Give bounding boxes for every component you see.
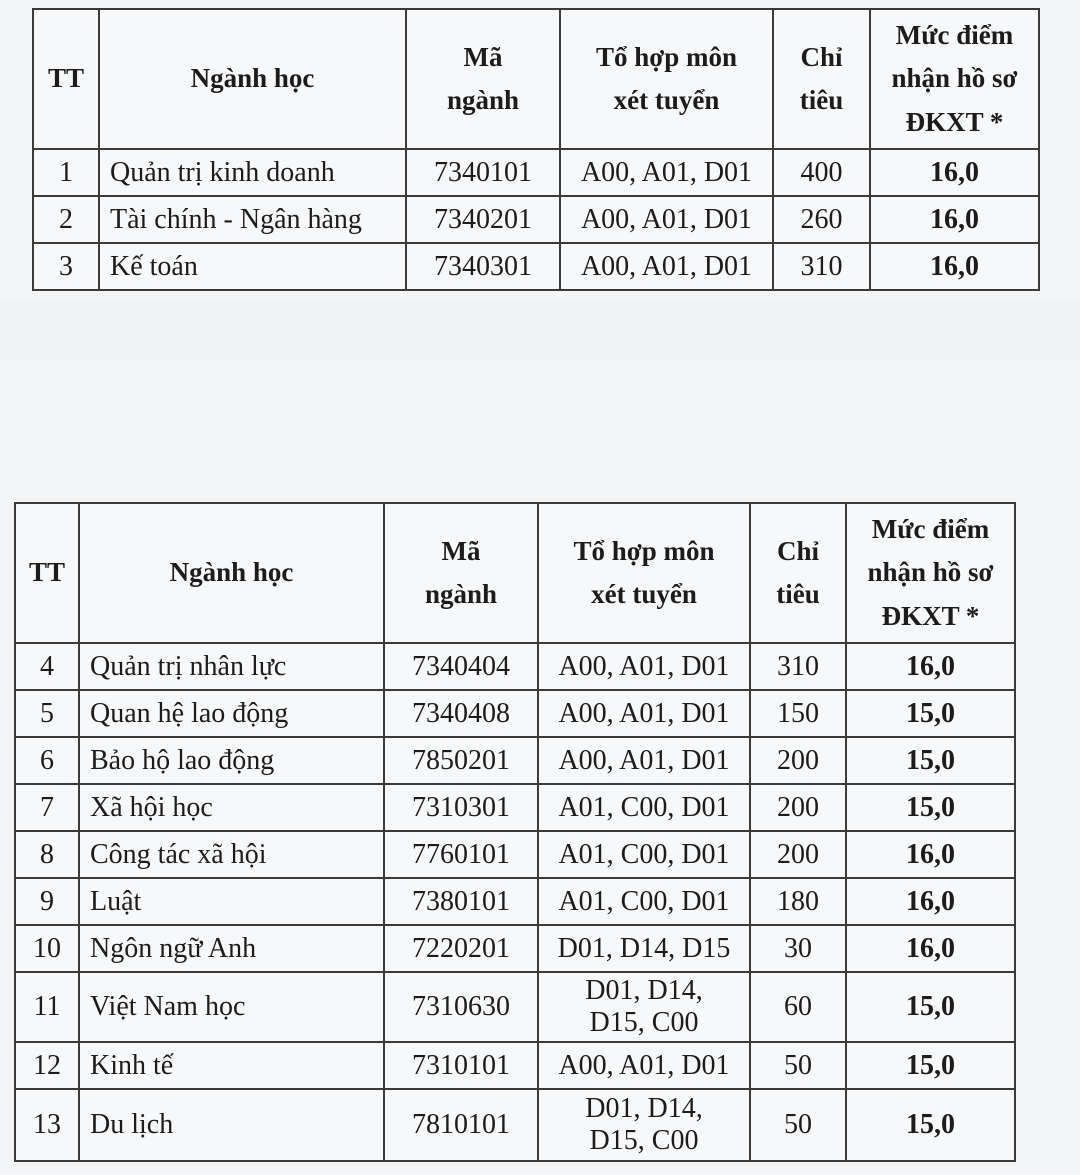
cell-nganh: Tài chính - Ngân hàng (99, 196, 406, 243)
cell-nganh: Quản trị nhân lực (79, 643, 384, 690)
cell-ma: 7310101 (384, 1042, 538, 1089)
cell-tohop: A01, C00, D01 (538, 831, 750, 878)
cell-tohop: D01, D14, D15, C00 (538, 1089, 750, 1161)
cell-chitieu: 260 (773, 196, 870, 243)
cell-ma: 7810101 (384, 1089, 538, 1161)
cell-ma: 7340404 (384, 643, 538, 690)
cell-chitieu: 200 (750, 784, 846, 831)
cell-chitieu: 60 (750, 972, 846, 1042)
cell-nganh: Quan hệ lao động (79, 690, 384, 737)
cell-nganh: Bảo hộ lao động (79, 737, 384, 784)
table-row (15, 972, 1015, 1042)
cell-diem: 16,0 (870, 243, 1039, 290)
header-tt: TT (33, 9, 99, 149)
table-row (15, 737, 1015, 784)
cell-diem: 16,0 (846, 831, 1015, 878)
cell-tt: 7 (15, 784, 79, 831)
cell-diem: 15,0 (846, 1089, 1015, 1161)
cell-chitieu: 200 (750, 737, 846, 784)
cell-ma: 7340201 (406, 196, 560, 243)
cell-ma: 7310630 (384, 972, 538, 1042)
cell-chitieu: 30 (750, 925, 846, 972)
cell-chitieu: 200 (750, 831, 846, 878)
cell-diem: 16,0 (870, 196, 1039, 243)
cell-chitieu: 310 (773, 243, 870, 290)
header-ma-nganh: Mã ngành (406, 9, 560, 149)
cell-diem: 15,0 (846, 690, 1015, 737)
cell-ma: 7340408 (384, 690, 538, 737)
header-ma-nganh: Mã ngành (384, 503, 538, 643)
cell-tt: 9 (15, 878, 79, 925)
header-tt: TT (15, 503, 79, 643)
cell-tohop: A01, C00, D01 (538, 878, 750, 925)
cell-nganh: Quản trị kinh doanh (99, 149, 406, 196)
cell-diem: 16,0 (846, 878, 1015, 925)
table-row (33, 196, 1039, 243)
cell-tt: 8 (15, 831, 79, 878)
cell-tohop: A00, A01, D01 (560, 243, 773, 290)
table-header-row (15, 503, 1015, 643)
cell-ma: 7850201 (384, 737, 538, 784)
cell-tt: 5 (15, 690, 79, 737)
cell-tohop: A00, A01, D01 (538, 690, 750, 737)
cell-nganh: Ngôn ngữ Anh (79, 925, 384, 972)
table-row (15, 784, 1015, 831)
cell-ma: 7340301 (406, 243, 560, 290)
cell-diem: 15,0 (846, 1042, 1015, 1089)
cell-tohop: D01, D14, D15, C00 (538, 972, 750, 1042)
cell-tohop: A00, A01, D01 (538, 737, 750, 784)
cell-diem: 16,0 (846, 925, 1015, 972)
header-nganh-hoc: Ngành học (79, 503, 384, 643)
cell-diem: 15,0 (846, 784, 1015, 831)
cell-diem: 16,0 (870, 149, 1039, 196)
cell-chitieu: 310 (750, 643, 846, 690)
cell-tt: 4 (15, 643, 79, 690)
header-to-hop-mon: Tổ hợp môn xét tuyển (538, 503, 750, 643)
table-row (15, 1089, 1015, 1161)
cell-diem: 15,0 (846, 737, 1015, 784)
cell-nganh: Xã hội học (79, 784, 384, 831)
header-chi-tieu: Chỉ tiêu (773, 9, 870, 149)
cell-chitieu: 50 (750, 1089, 846, 1161)
cell-diem: 16,0 (846, 643, 1015, 690)
cell-tt: 3 (33, 243, 99, 290)
cell-nganh: Luật (79, 878, 384, 925)
cell-ma: 7380101 (384, 878, 538, 925)
cell-ma: 7340101 (406, 149, 560, 196)
cell-nganh: Kinh tế (79, 1042, 384, 1089)
cell-nganh: Công tác xã hội (79, 831, 384, 878)
table-row (15, 878, 1015, 925)
cell-nganh: Du lịch (79, 1089, 384, 1161)
cell-tt: 11 (15, 972, 79, 1042)
cell-tt: 2 (33, 196, 99, 243)
cell-tt: 10 (15, 925, 79, 972)
cell-chitieu: 180 (750, 878, 846, 925)
cell-tohop: A00, A01, D01 (538, 1042, 750, 1089)
cell-tt: 1 (33, 149, 99, 196)
header-muc-diem: Mức điểm nhận hồ sơ ĐKXT * (846, 503, 1015, 643)
cell-chitieu: 150 (750, 690, 846, 737)
admission-table-1 (32, 8, 1040, 291)
header-chi-tieu: Chỉ tiêu (750, 503, 846, 643)
cell-tt: 12 (15, 1042, 79, 1089)
cell-chitieu: 50 (750, 1042, 846, 1089)
header-nganh-hoc: Ngành học (99, 9, 406, 149)
admission-table-2 (14, 502, 1016, 1162)
table-row (15, 925, 1015, 972)
cell-tohop: D01, D14, D15 (538, 925, 750, 972)
cell-diem: 15,0 (846, 972, 1015, 1042)
header-muc-diem: Mức điểm nhận hồ sơ ĐKXT * (870, 9, 1039, 149)
table-header-row (33, 9, 1039, 149)
table-row (15, 690, 1015, 737)
cell-tohop: A00, A01, D01 (560, 196, 773, 243)
cell-nganh: Kế toán (99, 243, 406, 290)
scan-band (0, 300, 1080, 360)
table-row (15, 643, 1015, 690)
table-row (33, 243, 1039, 290)
cell-chitieu: 400 (773, 149, 870, 196)
cell-tt: 6 (15, 737, 79, 784)
cell-tohop: A00, A01, D01 (538, 643, 750, 690)
table-row (15, 1042, 1015, 1089)
cell-ma: 7760101 (384, 831, 538, 878)
cell-tohop: A00, A01, D01 (560, 149, 773, 196)
table-row (15, 831, 1015, 878)
cell-tohop: A01, C00, D01 (538, 784, 750, 831)
cell-tt: 13 (15, 1089, 79, 1161)
header-to-hop-mon: Tổ hợp môn xét tuyển (560, 9, 773, 149)
table-row (33, 149, 1039, 196)
cell-nganh: Việt Nam học (79, 972, 384, 1042)
cell-ma: 7310301 (384, 784, 538, 831)
cell-ma: 7220201 (384, 925, 538, 972)
